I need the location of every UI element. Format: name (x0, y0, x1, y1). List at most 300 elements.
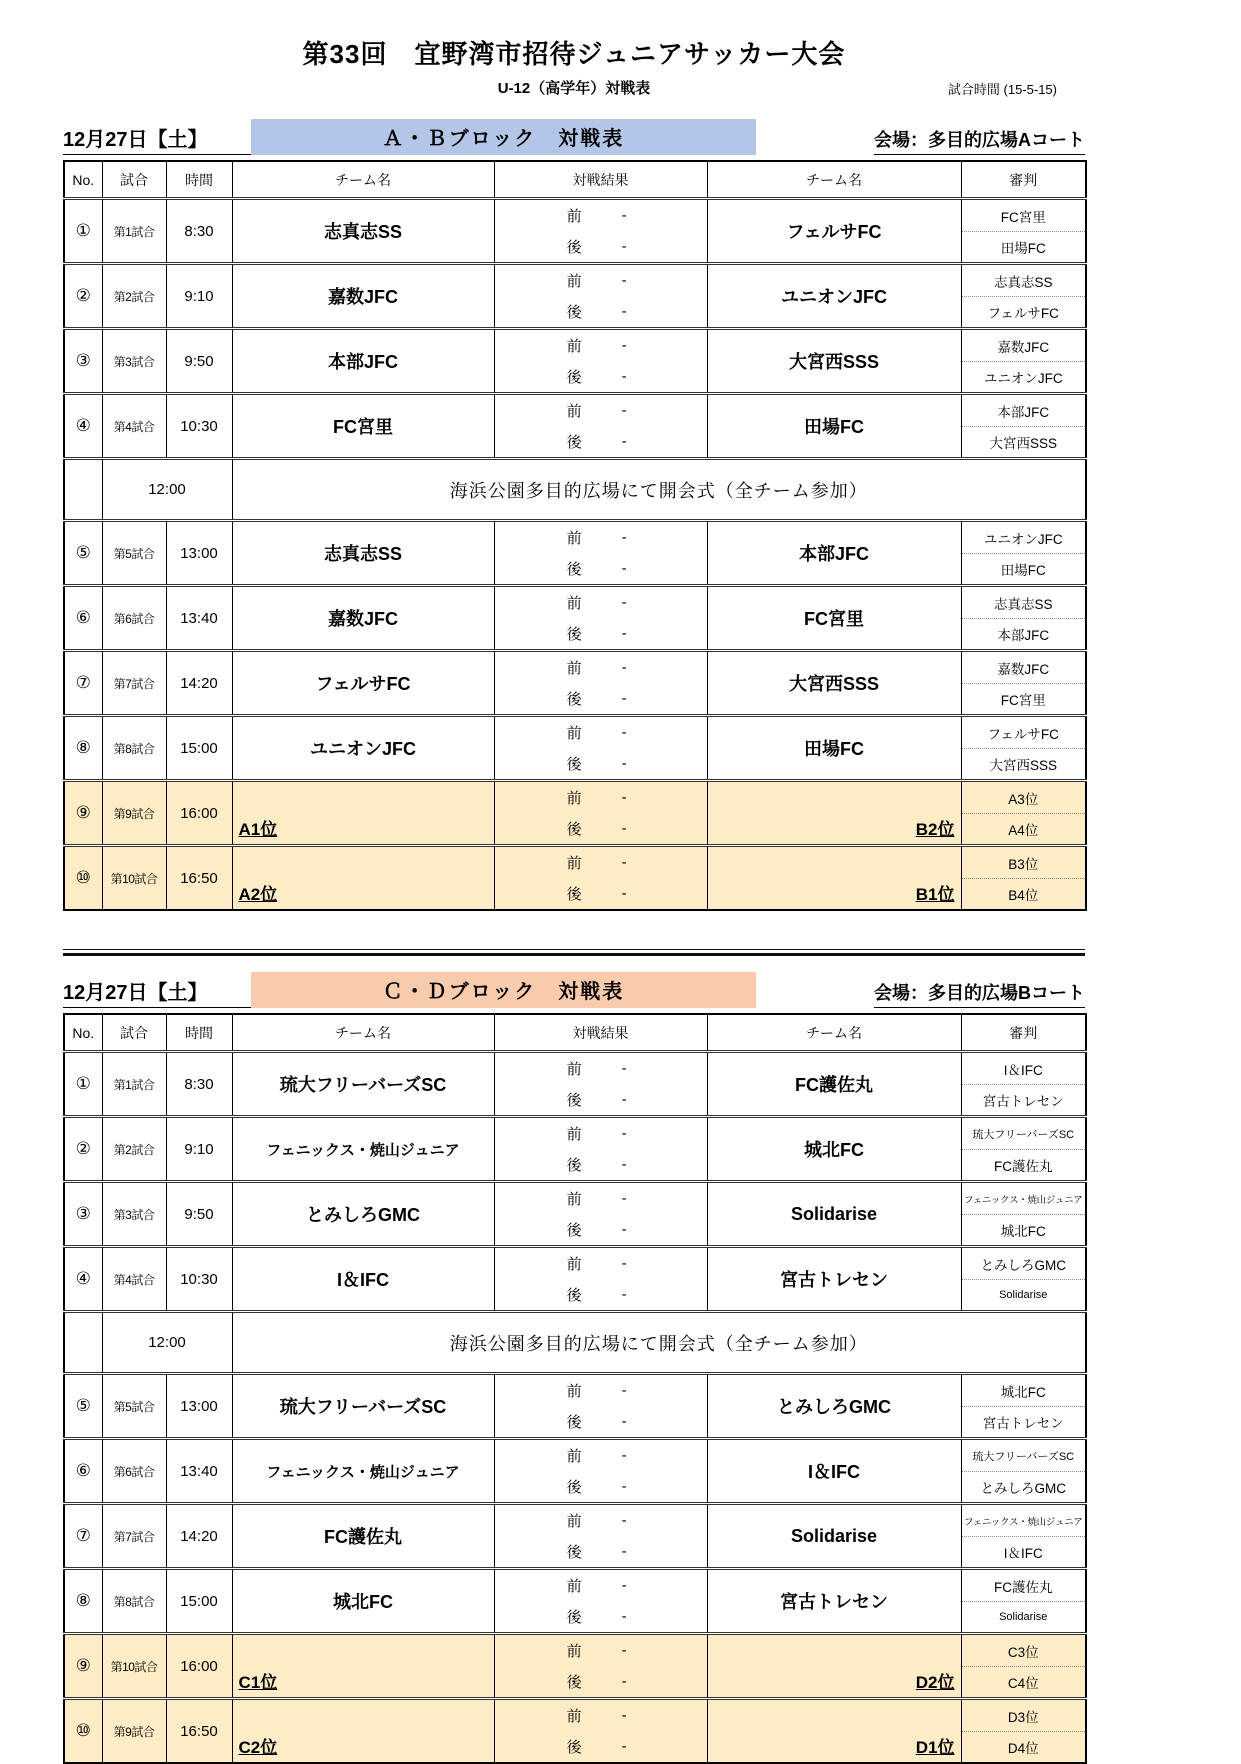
referee-1: B3位 (962, 847, 1086, 879)
second-half-row (495, 1214, 707, 1245)
first-half-score: - (621, 1190, 627, 1207)
column-header: 対戦結果 (494, 1014, 707, 1052)
match-row (64, 1182, 1086, 1247)
match-result (494, 1374, 707, 1439)
first-half-score: - (621, 659, 627, 676)
second-half-label: 後 (566, 1479, 582, 1496)
block-venue: 会場：多目的広場Aコート (874, 126, 1085, 155)
home-team: ユニオンJFC (232, 716, 494, 781)
match-result (494, 1052, 707, 1117)
first-half-label: 前 (566, 660, 582, 677)
match-result (494, 781, 707, 846)
second-half-row (495, 748, 707, 779)
match-result (494, 1247, 707, 1312)
match-label: 第8試合 (102, 1569, 166, 1634)
match-time: 16:00 (166, 1634, 232, 1699)
second-half-row (495, 1731, 707, 1762)
second-half-label: 後 (566, 1157, 582, 1174)
away-team (707, 781, 961, 846)
first-half-label: 前 (566, 595, 582, 612)
match-row (64, 521, 1086, 586)
block-date: 12月27日【土】 (63, 123, 251, 155)
column-header: 試合 (102, 161, 166, 199)
match-row (64, 1374, 1086, 1439)
referee-2: とみしろGMC (980, 1481, 1066, 1496)
match-row (64, 586, 1086, 651)
referee-2: 城北FC (1000, 1224, 1046, 1239)
referee-1: D3位 (962, 1700, 1086, 1732)
referee-2: 田場FC (1000, 241, 1046, 256)
referees (961, 199, 1086, 264)
second-half-score: - (621, 303, 627, 320)
column-header: 対戦結果 (494, 161, 707, 199)
match-label: 第10試合 (102, 846, 166, 911)
match-number: ③ (64, 1182, 102, 1247)
first-half-row (495, 1183, 707, 1214)
second-half-row (495, 1279, 707, 1310)
match-row (64, 1439, 1086, 1504)
second-half-row (495, 1536, 707, 1567)
referee-2: B4位 (1008, 888, 1039, 903)
match-number: ① (64, 199, 102, 264)
table-header-row (64, 161, 1086, 199)
match-label: 第9試合 (102, 781, 166, 846)
referee-2: フェルサFC (987, 306, 1059, 321)
match-row (64, 1504, 1086, 1569)
away-team: 本部JFC (707, 521, 961, 586)
match-time: 13:00 (166, 521, 232, 586)
match-row (64, 1634, 1086, 1699)
first-half-label: 前 (566, 1191, 582, 1208)
first-half-row (495, 587, 707, 618)
first-half-label: 前 (566, 855, 582, 872)
first-half-row (495, 1118, 707, 1149)
away-team (707, 1634, 961, 1699)
match-label: 第4試合 (102, 1247, 166, 1312)
first-half-row (495, 1700, 707, 1731)
home-team: 琉大フリーバーズSC (232, 1374, 494, 1439)
column-header: チーム名 (707, 161, 961, 199)
column-header: チーム名 (232, 161, 494, 199)
block-ab (63, 119, 1085, 911)
schedule-table-cd (63, 1013, 1087, 1764)
first-half-score: - (621, 1642, 627, 1659)
match-label: 第1試合 (102, 199, 166, 264)
second-half-label: 後 (566, 626, 582, 643)
match-result (494, 1439, 707, 1504)
referee-1: 志真志SS (962, 587, 1086, 619)
match-row (64, 781, 1086, 846)
first-half-row (495, 1053, 707, 1084)
referees (961, 264, 1086, 329)
second-half-label: 後 (566, 1739, 582, 1756)
first-half-score: - (621, 1577, 627, 1594)
first-half-row (495, 265, 707, 296)
second-half-row (495, 1601, 707, 1632)
referee-1: FC宮里 (962, 200, 1086, 232)
block-band-title: Ｃ・Ｄブロック 対戦表 (251, 972, 756, 1008)
second-half-score: - (621, 1413, 627, 1430)
second-half-row (495, 1666, 707, 1697)
home-team: FC宮里 (232, 394, 494, 459)
first-half-label: 前 (566, 530, 582, 547)
referee-1: 琉大フリーバーズSC (962, 1118, 1086, 1150)
home-team (232, 781, 494, 846)
away-team: 宮古トレセン (707, 1569, 961, 1634)
match-time: 8:30 (166, 1052, 232, 1117)
ceremony-time: 12:00 (102, 1312, 232, 1374)
second-half-score: - (621, 1543, 627, 1560)
match-row (64, 329, 1086, 394)
subtitle-row (63, 77, 1085, 103)
referee-1: フェニックス・焼山ジュニア (962, 1183, 1086, 1215)
second-half-label: 後 (566, 561, 582, 578)
match-time: 8:30 (166, 199, 232, 264)
home-team: 琉大フリーバーズSC (232, 1052, 494, 1117)
first-half-score: - (621, 1255, 627, 1272)
ceremony-time: 12:00 (102, 459, 232, 521)
first-half-row (495, 1440, 707, 1471)
match-label: 第4試合 (102, 394, 166, 459)
referee-1: 嘉数JFC (962, 330, 1086, 362)
referee-1: 志真志SS (962, 265, 1086, 297)
referees (961, 1699, 1086, 1764)
match-row (64, 1699, 1086, 1764)
second-half-score: - (621, 1286, 627, 1303)
referees (961, 1182, 1086, 1247)
away-team-label: D1位 (915, 1738, 955, 1757)
match-result (494, 264, 707, 329)
referee-1: ユニオンJFC (962, 522, 1086, 554)
first-half-row (495, 1505, 707, 1536)
home-team (232, 846, 494, 911)
second-half-label: 後 (566, 886, 582, 903)
first-half-score: - (621, 1382, 627, 1399)
block-date: 12月27日【土】 (63, 976, 251, 1008)
away-team (707, 1699, 961, 1764)
second-half-label: 後 (566, 1414, 582, 1431)
referee-2: I＆IFC (1003, 1546, 1043, 1561)
home-team: I＆IFC (232, 1247, 494, 1312)
ceremony-text: 海浜公園多目的広場にて開会式（全チーム参加） (232, 1312, 1086, 1374)
referees (961, 329, 1086, 394)
first-half-score: - (621, 1707, 627, 1724)
match-number: ⑤ (64, 521, 102, 586)
referee-1: FC護佐丸 (962, 1570, 1086, 1602)
referees (961, 846, 1086, 911)
second-half-row (495, 296, 707, 327)
first-half-score: - (621, 529, 627, 546)
block-header (63, 972, 1085, 1008)
referee-2: 大宮西SSS (989, 436, 1057, 451)
match-time: 9:10 (166, 264, 232, 329)
referee-2: FC護佐丸 (994, 1159, 1053, 1174)
first-half-row (495, 1570, 707, 1601)
home-team: とみしろGMC (232, 1182, 494, 1247)
second-half-label: 後 (566, 369, 582, 386)
away-team: Solidarise (707, 1504, 961, 1569)
first-half-label: 前 (566, 1708, 582, 1725)
match-row (64, 651, 1086, 716)
match-row (64, 716, 1086, 781)
match-label: 第6試合 (102, 586, 166, 651)
column-header: 審判 (961, 1014, 1086, 1052)
first-half-score: - (621, 207, 627, 224)
second-half-row (495, 426, 707, 457)
block-venue: 会場：多目的広場Bコート (874, 979, 1085, 1008)
second-half-label: 後 (566, 691, 582, 708)
match-time-note: 試合時間 (15-5-15) (947, 82, 1057, 97)
match-number: ② (64, 264, 102, 329)
second-half-label: 後 (566, 434, 582, 451)
home-team: FC護佐丸 (232, 1504, 494, 1569)
first-half-row (495, 782, 707, 813)
first-half-row (495, 522, 707, 553)
match-number: ⑦ (64, 1504, 102, 1569)
match-time: 14:20 (166, 651, 232, 716)
first-half-row (495, 200, 707, 231)
column-header: 時間 (166, 161, 232, 199)
match-result (494, 394, 707, 459)
away-team: とみしろGMC (707, 1374, 961, 1439)
first-half-row (495, 652, 707, 683)
referee-2: 本部JFC (997, 628, 1050, 643)
referee-2: 宮古トレセン (982, 1416, 1064, 1431)
away-team-label: B1位 (915, 885, 955, 904)
away-team: 城北FC (707, 1117, 961, 1182)
match-number: ⑩ (64, 1699, 102, 1764)
second-half-label: 後 (566, 1092, 582, 1109)
page-title: 第33回 宜野湾市招待ジュニアサッカー大会 (302, 39, 846, 69)
first-half-label: 前 (566, 725, 582, 742)
column-header: 審判 (961, 161, 1086, 199)
match-time: 13:00 (166, 1374, 232, 1439)
home-team-label: A2位 (238, 885, 278, 904)
first-half-score: - (621, 724, 627, 741)
second-half-label: 後 (566, 1674, 582, 1691)
second-half-score: - (621, 1673, 627, 1690)
second-half-score: - (621, 755, 627, 772)
column-header: No. (64, 1014, 102, 1052)
away-team: フェルサFC (707, 199, 961, 264)
match-result (494, 199, 707, 264)
first-half-label: 前 (566, 1061, 582, 1078)
match-result (494, 716, 707, 781)
match-result (494, 586, 707, 651)
match-label: 第2試合 (102, 1117, 166, 1182)
block-header (63, 119, 1085, 155)
first-half-score: - (621, 1512, 627, 1529)
away-team-label: D2位 (915, 1673, 955, 1692)
second-half-row (495, 813, 707, 844)
match-number: ⑥ (64, 586, 102, 651)
referee-2: C4位 (1007, 1676, 1039, 1691)
referees (961, 1504, 1086, 1569)
referee-1: 本部JFC (962, 395, 1086, 427)
first-half-row (495, 330, 707, 361)
match-label: 第3試合 (102, 1182, 166, 1247)
away-team-label: B2位 (915, 820, 955, 839)
second-half-row (495, 231, 707, 262)
referees (961, 1374, 1086, 1439)
referee-2: ユニオンJFC (983, 371, 1063, 386)
match-time: 14:20 (166, 1504, 232, 1569)
second-half-score: - (621, 1156, 627, 1173)
match-label: 第1試合 (102, 1052, 166, 1117)
away-team: FC護佐丸 (707, 1052, 961, 1117)
first-half-score: - (621, 854, 627, 871)
match-time: 9:50 (166, 329, 232, 394)
home-team: フェニックス・焼山ジュニア (232, 1117, 494, 1182)
second-half-score: - (621, 433, 627, 450)
first-half-label: 前 (566, 1513, 582, 1530)
first-half-row (495, 395, 707, 426)
first-half-label: 前 (566, 338, 582, 355)
match-number: ⑥ (64, 1439, 102, 1504)
first-half-row (495, 1248, 707, 1279)
second-half-score: - (621, 1478, 627, 1495)
second-half-row (495, 361, 707, 392)
referees (961, 1117, 1086, 1182)
away-team: 大宮西SSS (707, 329, 961, 394)
first-half-row (495, 1635, 707, 1666)
first-half-label: 前 (566, 1126, 582, 1143)
away-team: 大宮西SSS (707, 651, 961, 716)
referee-2: Solidarise (999, 1611, 1048, 1623)
referee-1: 城北FC (962, 1375, 1086, 1407)
match-label: 第5試合 (102, 1374, 166, 1439)
away-team: Solidarise (707, 1182, 961, 1247)
referees (961, 1569, 1086, 1634)
second-half-row (495, 683, 707, 714)
referees (961, 1052, 1086, 1117)
match-number: ⑧ (64, 1569, 102, 1634)
match-number: ⑤ (64, 1374, 102, 1439)
home-team: 志真志SS (232, 521, 494, 586)
away-team: 宮古トレセン (707, 1247, 961, 1312)
second-half-score: - (621, 625, 627, 642)
match-row (64, 1247, 1086, 1312)
second-half-score: - (621, 560, 627, 577)
second-half-label: 後 (566, 304, 582, 321)
first-half-score: - (621, 1125, 627, 1142)
second-half-row (495, 618, 707, 649)
row-no (64, 1312, 102, 1374)
second-half-score: - (621, 885, 627, 902)
home-team-label: A1位 (238, 820, 278, 839)
match-number: ⑨ (64, 1634, 102, 1699)
match-result (494, 329, 707, 394)
match-row (64, 394, 1086, 459)
row-no (64, 459, 102, 521)
column-header: 時間 (166, 1014, 232, 1052)
referees (961, 1634, 1086, 1699)
second-half-row (495, 1471, 707, 1502)
match-row (64, 199, 1086, 264)
match-row (64, 846, 1086, 911)
match-result (494, 1569, 707, 1634)
second-half-label: 後 (566, 1222, 582, 1239)
ceremony-row (64, 1312, 1086, 1374)
home-team: 城北FC (232, 1569, 494, 1634)
first-half-score: - (621, 337, 627, 354)
first-half-label: 前 (566, 1383, 582, 1400)
second-half-score: - (621, 238, 627, 255)
block-cd (63, 972, 1085, 1764)
first-half-label: 前 (566, 1256, 582, 1273)
referees (961, 781, 1086, 846)
home-team-label: C2位 (238, 1738, 278, 1757)
match-number: ⑧ (64, 716, 102, 781)
ceremony-text: 海浜公園多目的広場にて開会式（全チーム参加） (232, 459, 1086, 521)
second-half-score: - (621, 1738, 627, 1755)
referee-2: Solidarise (999, 1289, 1048, 1301)
match-time: 13:40 (166, 586, 232, 651)
column-header: 試合 (102, 1014, 166, 1052)
referee-1: フェルサFC (962, 717, 1086, 749)
match-time: 10:30 (166, 1247, 232, 1312)
second-half-label: 後 (566, 821, 582, 838)
referees (961, 394, 1086, 459)
match-time: 10:30 (166, 394, 232, 459)
match-row (64, 1052, 1086, 1117)
match-number: ③ (64, 329, 102, 394)
second-half-label: 後 (566, 756, 582, 773)
match-number: ① (64, 1052, 102, 1117)
second-half-row (495, 1406, 707, 1437)
first-half-score: - (621, 1060, 627, 1077)
match-row (64, 264, 1086, 329)
column-header: No. (64, 161, 102, 199)
match-number: ④ (64, 394, 102, 459)
home-team-label: C1位 (238, 1673, 278, 1692)
table-header-row (64, 1014, 1086, 1052)
home-team: フェニックス・焼山ジュニア (232, 1439, 494, 1504)
referee-1: C3位 (962, 1635, 1086, 1667)
second-half-label: 後 (566, 1287, 582, 1304)
referee-2: A4位 (1008, 823, 1039, 838)
referee-1: I＆IFC (962, 1053, 1086, 1085)
match-time: 9:10 (166, 1117, 232, 1182)
second-half-score: - (621, 1608, 627, 1625)
second-half-label: 後 (566, 239, 582, 256)
home-team: フェルサFC (232, 651, 494, 716)
document-page (63, 0, 1085, 1764)
match-number: ⑨ (64, 781, 102, 846)
match-number: ⑦ (64, 651, 102, 716)
first-half-label: 前 (566, 403, 582, 420)
column-header: チーム名 (232, 1014, 494, 1052)
match-result (494, 1182, 707, 1247)
first-half-label: 前 (566, 1448, 582, 1465)
match-label: 第3試合 (102, 329, 166, 394)
second-half-score: - (621, 1091, 627, 1108)
away-team: ユニオンJFC (707, 264, 961, 329)
match-label: 第7試合 (102, 651, 166, 716)
first-half-score: - (621, 272, 627, 289)
referee-1: とみしろGMC (962, 1248, 1086, 1280)
away-team: I＆IFC (707, 1439, 961, 1504)
referee-1: 嘉数JFC (962, 652, 1086, 684)
home-team: 嘉数JFC (232, 264, 494, 329)
away-team (707, 846, 961, 911)
match-number: ④ (64, 1247, 102, 1312)
away-team: 田場FC (707, 716, 961, 781)
referee-2: FC宮里 (1000, 693, 1046, 708)
second-half-row (495, 1084, 707, 1115)
home-team (232, 1699, 494, 1764)
second-half-score: - (621, 820, 627, 837)
